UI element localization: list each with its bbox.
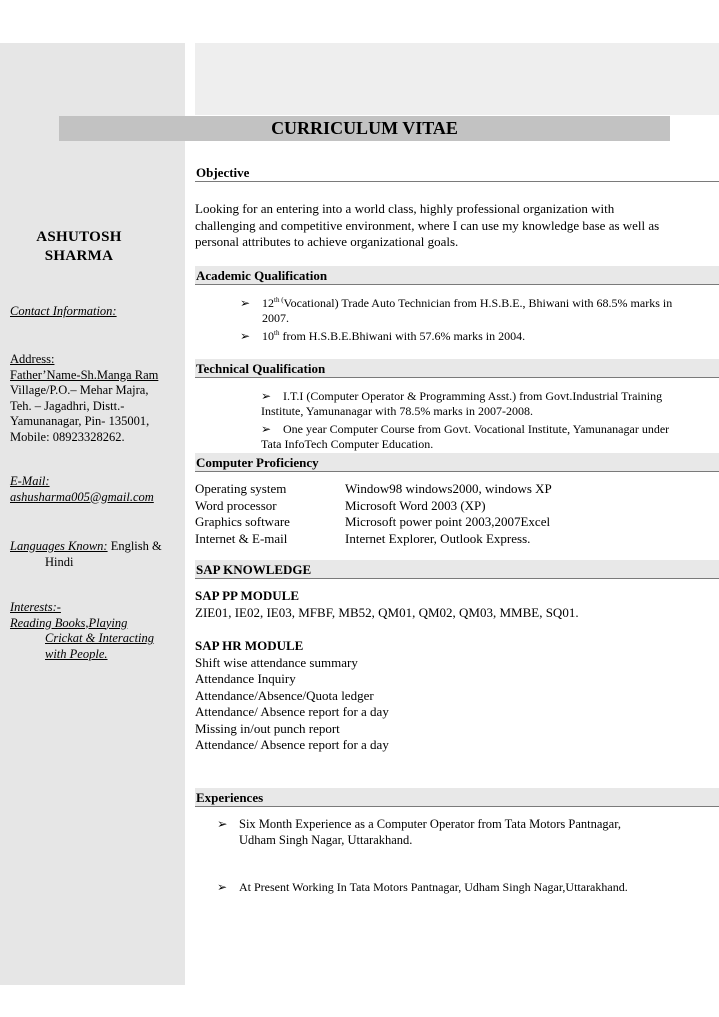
email-link[interactable]: ashusharma005@gmail.com (10, 489, 154, 504)
table-row: Graphics software Microsoft power point 2003,2007Excel (195, 514, 551, 529)
academic-heading: Academic Qualification (195, 266, 719, 285)
arrow-bullet-icon: ➢ (217, 880, 228, 894)
candidate-name: ASHUTOSH SHARMA (36, 229, 122, 264)
list-item: Shift wise attendance summary (195, 654, 358, 670)
address-block: Address: Father’Name-Sh.Manga Ram Village/P.O.– Mehar Majra, Teh. – Jagadhri, Distt.- Yamunanagar, Pin- 135001, Mobile: 08923328262. (10, 352, 159, 444)
sap-pp-block: SAP PP MODULE ZIE01, IE02, IE03, MFBF, MB52, QM01, QM02, QM03, MMBE, SQ01. (195, 588, 579, 620)
page-title: CURRICULUM VITAE (59, 116, 670, 141)
arrow-bullet-icon: ➢ (261, 389, 272, 403)
experience-item: ➢ At Present Working In Tata Motors Pantnagar, Udham Singh Nagar,Uttarakhand. (217, 880, 628, 894)
technical-heading: Technical Qualification (195, 359, 719, 378)
contact-heading: Contact Information: (10, 304, 117, 318)
academic-item: ➢ $12^{th (}Vocational$) Trade Auto Technician from H.S.B.E., Bhiwani with 68.5% marks in 2007. (240, 296, 673, 325)
sidebar-panel (0, 43, 185, 985)
list-item: Missing in/out punch report (195, 720, 340, 736)
arrow-bullet-icon: ➢ (261, 422, 272, 436)
list-item: Attendance/ Absence report for a day (195, 737, 389, 752)
technical-item: ➢ I.T.I (Computer Operator & Programming Asst.) from Govt.Industrial Training Institute, Yamunanagar with 78.5% marks in 2007-2008. (261, 389, 663, 418)
computer-table (195, 481, 552, 547)
email-block: E-Mail: ashusharma005@gmail.com (10, 474, 180, 505)
computer-heading: Computer Proficiency (195, 453, 719, 472)
academic-item: ➢ 10th from H.S.B.E.Bhiwani with 57.6% marks in 2004. (240, 329, 526, 343)
arrow-bullet-icon: ➢ (240, 329, 251, 343)
experience-item: ➢ Six Month Experience as a Computer Operator from Tata Motors Pantnagar, Udham Singh Nagar, Uttarakhand. (217, 817, 621, 847)
languages-block: Languages Known: English & Hindi (10, 539, 162, 569)
technical-item: ➢ One year Computer Course from Govt. Vocational Institute, Yamunanagar under Tata InfoTech Computer Education. (261, 422, 670, 451)
list-item: Attendance/Absence/Quota ledger (195, 687, 374, 703)
table-row: Internet & E-mail Internet Explorer, Outlook Express. (195, 530, 531, 546)
sap-heading: SAP KNOWLEDGE (195, 560, 719, 579)
experience-heading: Experiences (195, 788, 719, 807)
objective-heading: Objective (195, 163, 719, 182)
table-row: Word processor Microsoft Word 2003 (XP) (195, 497, 486, 513)
arrow-bullet-icon: ➢ (240, 296, 251, 310)
table-row: Operating system Window98 windows2000, windows XP (195, 481, 552, 496)
list-item: Attendance/ Absence report for a day (195, 704, 389, 719)
interests-block: Interests:- Reading Books,Playing Crickat & Interacting with People. (10, 600, 155, 661)
arrow-bullet-icon: ➢ (217, 817, 228, 831)
header-block (195, 43, 719, 115)
list-item: Attendance Inquiry (195, 671, 296, 686)
sap-hr-block: SAP HR MODULE Shift wise attendance summary Attendance Inquiry Attendance/Absence/Quota ledger Attendance/ Absence report for a day Missing in/out punch report Attendance/ Absence report for a day (195, 638, 389, 752)
objective-text: Looking for an entering into a world class, highly professional organization with challenging and competitive environment, where I can use my knowledge base as well as personal attributes to achieve organizational goals. (195, 201, 660, 249)
